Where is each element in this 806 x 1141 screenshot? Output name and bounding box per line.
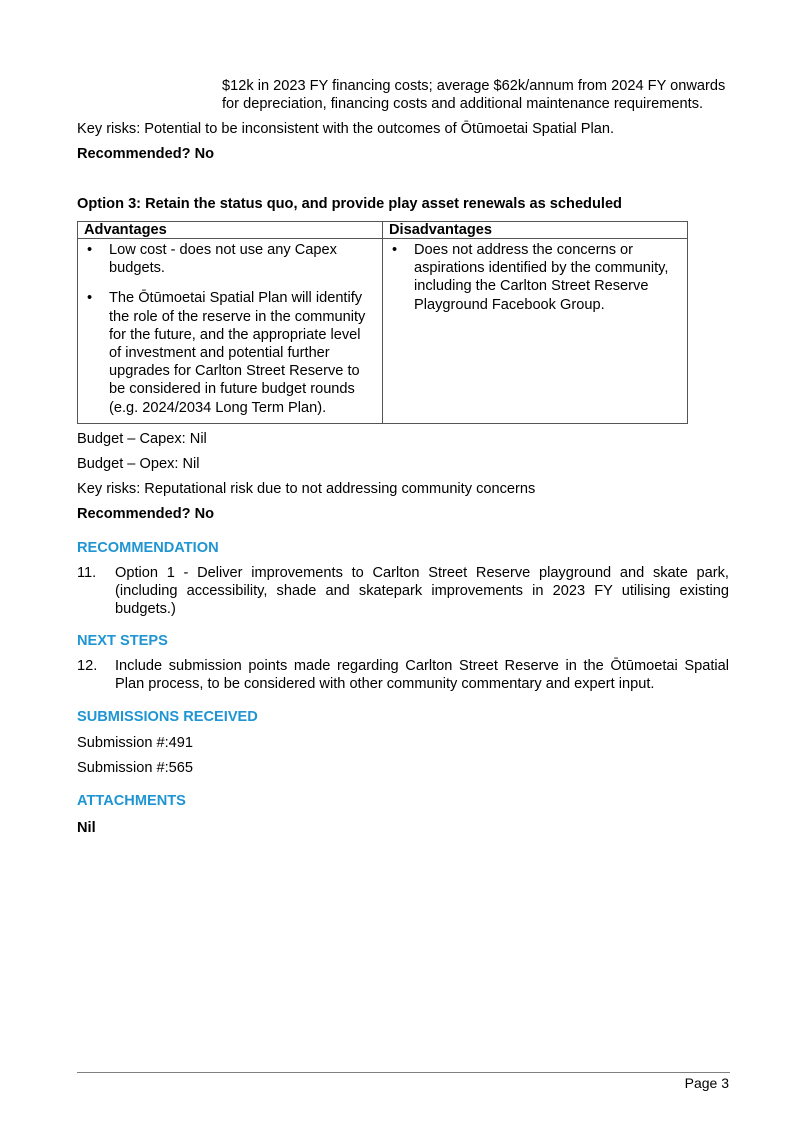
disadvantage-text: Does not address the concerns or aspirations identified by the community, including the Carlton Street Reserve Playground Facebook Group. <box>414 242 669 313</box>
budget-capex: Budget – Capex: Nil <box>77 431 207 447</box>
next-steps-item <box>77 657 729 693</box>
option3-key-risks: Key risks: Reputational risk due to not addressing community concerns <box>77 481 536 497</box>
attachments-heading: ATTACHMENTS <box>77 793 186 809</box>
recommendation-text: Option 1 - Deliver improvements to Carlton Street Reserve playground and skate park, (including accessibility, shade and skatepark improvements in 2023 FY utilising existing budgets.) <box>115 565 729 617</box>
continuation-text: $12k in 2023 FY financing costs; average $62k/annum from 2024 FY onwards for depreciation, financing costs and additional maintenance requirements. <box>222 78 726 112</box>
recommendation-heading: RECOMMENDATION <box>77 540 219 556</box>
page-number: Page 3 <box>684 1075 729 1091</box>
bullet-icon: • <box>87 290 93 307</box>
option3-table <box>77 221 688 424</box>
option2-recommended: Recommended? No <box>77 146 215 162</box>
recommendation-item <box>77 564 729 618</box>
option3-title: Option 3: Retain the status quo, and provide play asset renewals as scheduled <box>77 196 622 212</box>
advantage-text: Low cost - does not use any Capex budgets. <box>109 242 337 277</box>
disadvantage-item <box>389 241 681 314</box>
next-steps-heading: NEXT STEPS <box>77 633 168 649</box>
submission-item: Submission #:491 <box>77 735 194 751</box>
disadvantages-header: Disadvantages <box>383 222 688 239</box>
submission-item: Submission #:565 <box>77 760 194 776</box>
attachments-value: Nil <box>77 820 96 836</box>
footer-divider <box>77 1072 730 1073</box>
item-number: 11. <box>77 565 97 581</box>
advantages-header: Advantages <box>78 222 383 239</box>
advantage-text: The Ōtūmoetai Spatial Plan will identify the role of the reserve in the community for the future, and the appropriate level of investment and potential further upgrades for Carlton Street Reserve to be considered in future budget rounds (e.g. 2024/2034 Long Term Plan). <box>109 290 366 416</box>
bullet-icon: • <box>87 242 93 258</box>
option3-recommended: Recommended? No <box>77 506 215 522</box>
budget-opex: Budget – Opex: Nil <box>77 456 200 472</box>
advantage-item <box>84 241 376 277</box>
option2-key-risks: Key risks: Potential to be inconsistent with the outcomes of Ōtūmoetai Spatial Plan. <box>77 121 615 137</box>
item-number: 12. <box>77 658 98 674</box>
bullet-icon: • <box>392 242 398 258</box>
next-steps-text: Include submission points made regarding Carlton Street Reserve in the Ōtūmoetai Spatial Plan process, to be considered with other community commentary and expert input. <box>115 658 729 692</box>
disadvantages-cell <box>383 239 688 424</box>
advantage-item <box>84 289 376 416</box>
submissions-heading: SUBMISSIONS RECEIVED <box>77 709 258 725</box>
advantages-cell <box>78 239 383 424</box>
